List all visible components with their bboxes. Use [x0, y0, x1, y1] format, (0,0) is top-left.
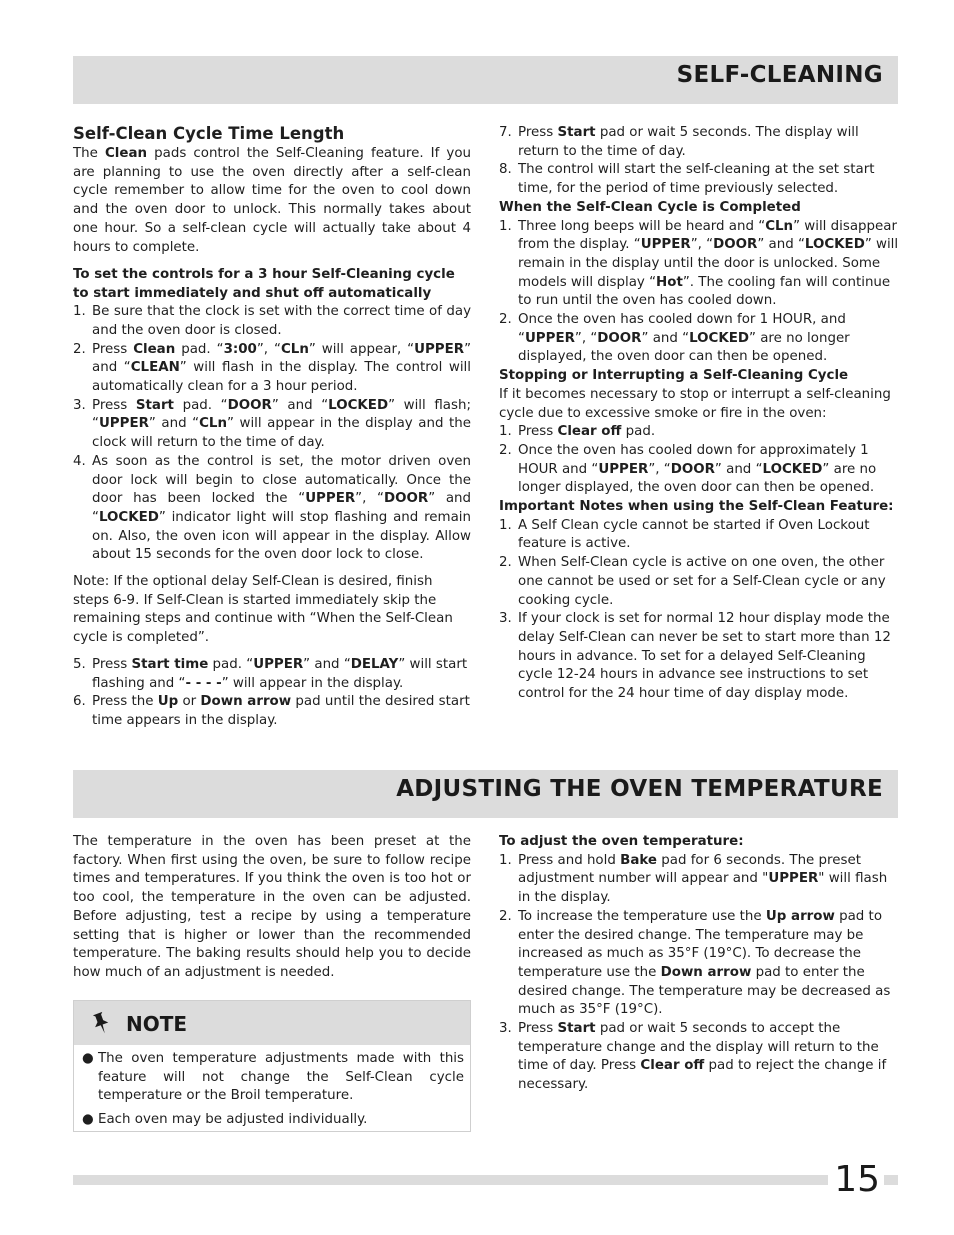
list-item	[499, 517, 899, 554]
bold-term: DOOR	[670, 461, 715, 477]
stopping-steps	[499, 423, 899, 498]
section-title: SELF-CLEANING	[676, 62, 883, 88]
footer-rule	[73, 1175, 898, 1185]
self-clean-steps-delay	[73, 656, 471, 731]
list-item-number: 1.	[499, 852, 512, 868]
self-clean-heading: Self-Clean Cycle Time Length	[73, 124, 345, 143]
bold-term: DOOR	[713, 237, 758, 253]
self-clean-right-column	[499, 124, 899, 704]
stopping-heading: Stopping or Interrupting a Self-Cleaning Cycle	[499, 368, 849, 384]
list-item	[73, 303, 471, 340]
bold-term: Hot	[656, 274, 683, 290]
list-item-number: 3.	[499, 611, 512, 627]
bold-term: DELAY	[350, 656, 399, 672]
list-item-number: 5.	[73, 656, 86, 672]
bold-term: Start	[135, 397, 174, 413]
list-item-number: 3.	[73, 397, 86, 413]
list-item	[499, 161, 899, 198]
list-item-text: Once the oven has cooled down for approximately 1 HOUR and “UPPER”, “DOOR” and “LOCKED” are no longer displayed, the oven door can then be opened.	[518, 442, 877, 496]
bold-term: CLn	[280, 341, 309, 357]
self-clean-intro: The Clean pads control the Self-Cleaning feature. If you are planning to use the oven directly after a self-clean cycle remember to allow time for the oven to cool down and the oven door to unlock. This normally takes about one hour. So a self-clean cycle will actually take about 4 hours to complete.	[73, 146, 471, 255]
section-title: ADJUSTING THE OVEN TEMPERATURE	[396, 776, 883, 802]
list-item-number: 8.	[499, 162, 512, 178]
note-body	[74, 1045, 470, 1129]
bold-term: 3:00	[223, 341, 257, 357]
bold-term: UPPER	[640, 237, 691, 253]
list-item	[499, 852, 899, 908]
note-item-text: The oven temperature adjustments made with this feature will not change the Self-Clean cycle temperature or the Broil temperature.	[98, 1051, 464, 1103]
note-header	[74, 1001, 470, 1045]
list-item-text: Press the Up or Down arrow pad until the desired start time appears in the display.	[92, 694, 470, 728]
list-item-text: When Self-Clean cycle is active on one oven, the other one cannot be used or set for a Self-Clean cycle or any cooking cycle.	[518, 555, 886, 608]
bold-term: UPPER	[98, 416, 149, 432]
list-item	[499, 311, 899, 367]
self-clean-steps	[73, 303, 471, 565]
list-item	[499, 124, 899, 161]
page-number: 15	[828, 1158, 884, 1202]
list-item	[73, 453, 471, 565]
bold-term: Start	[557, 125, 596, 140]
bold-term: LOCKED	[98, 509, 159, 525]
bold-term: LOCKED	[689, 330, 749, 346]
list-item-text: Press Start time pad. “UPPER” and “DELAY” will start flashing and “- - - -” will appear in the display.	[92, 656, 468, 691]
note-title: NOTE	[126, 1012, 188, 1036]
list-item-text: Once the oven has cooled down for 1 HOUR, and “UPPER”, “DOOR” and “LOCKED” are no longer displayed, the oven door can then be opened.	[518, 312, 850, 365]
self-clean-steps-continued	[499, 124, 899, 199]
list-item	[499, 908, 899, 1020]
list-item-text: A Self Clean cycle cannot be started if Oven Lockout feature is active.	[518, 517, 870, 552]
list-item	[499, 610, 899, 704]
list-item-number: 7.	[499, 125, 512, 140]
bold-term: LOCKED	[328, 397, 389, 413]
stopping-intro: If it becomes necessary to stop or interrupt a self-cleaning cycle due to excessive smoke or fire in the oven:	[499, 386, 891, 421]
bold-term: CLEAN	[130, 360, 180, 376]
list-item-text: Press Clean pad. “3:00”, “CLn” will appear, “UPPER” and “CLEAN” will flash in the display. The control will automatically clean for a 3 hour period.	[92, 341, 471, 395]
bold-term: LOCKED	[762, 461, 823, 477]
list-item-number: 3.	[499, 1021, 512, 1037]
self-clean-note: Note: If the optional delay Self-Clean is desired, finish steps 6-9. If Self-Clean is started immediately skip the remaining steps and continue with “When the Self-Clean cycle is completed”.	[73, 574, 453, 646]
list-item	[73, 397, 471, 453]
completed-heading: When the Self-Clean Cycle is Completed	[499, 199, 801, 215]
bold-term: Down arrow	[200, 694, 292, 710]
bold-term: Clear off	[557, 424, 622, 440]
bold-term: - - - -	[185, 675, 222, 691]
list-item	[73, 341, 471, 397]
bold-term: DOOR	[383, 491, 429, 507]
list-item-number: 1.	[499, 218, 512, 234]
bold-term: Bake	[620, 852, 657, 868]
list-item-text: Press and hold Bake pad for 6 seconds. The preset adjustment number will appear and "UPPER" will flash in the display.	[518, 852, 888, 906]
bold-term: UPPER	[305, 491, 356, 507]
section-banner-self-cleaning	[73, 56, 898, 104]
pushpin-icon	[90, 1011, 112, 1035]
adjust-steps	[499, 852, 899, 1095]
list-item-text: The control will start the self-cleaning at the set start time, for the period of time previously selected.	[518, 162, 875, 197]
bold-term: Start	[557, 1021, 596, 1037]
list-item	[73, 656, 471, 693]
note-item	[80, 1111, 464, 1130]
list-item-text: To increase the temperature use the Up arrow pad to enter the desired change. The temperature may be increased as much as 35°F (19°C). To decrease the temperature use the Down arrow pad to enter the desired change. The temperature may be decreased as much as 35°F (19°C).	[518, 908, 891, 1018]
bold-term: UPPER	[524, 330, 575, 346]
self-clean-subheading: To set the controls for a 3 hour Self-Cleaning cycle to start immediately and shut off automatically	[73, 267, 455, 302]
bold-term: DOOR	[597, 330, 642, 346]
list-item-text: As soon as the control is set, the motor driven oven door lock will begin to close automatically. Once the door has been locked the “UPPER”, “DOOR” and “LOCKED” indicator light will stop flashing and remain on. Also, the oven icon will appear in the display. Allow about 15 seconds for the oven door lock to close.	[92, 453, 472, 563]
bold-term: Clean	[133, 341, 176, 357]
list-item-number: 6.	[73, 694, 86, 710]
important-steps	[499, 517, 899, 704]
list-item-number: 2.	[499, 312, 512, 328]
bold-term: DOOR	[227, 397, 272, 413]
list-item	[499, 442, 899, 498]
list-item-number: 2.	[499, 442, 512, 458]
list-item	[499, 554, 899, 610]
bold-term: Down arrow	[660, 964, 752, 980]
bold-term: CLn	[765, 218, 794, 234]
self-clean-left-column	[73, 123, 471, 731]
list-item-text: Press Start pad. “DOOR” and “LOCKED” will flash; “UPPER” and “CLn” will appear in the display and the clock will return to the time of day.	[92, 397, 471, 451]
bold-term: Clean	[104, 146, 148, 161]
bold-term: Clear off	[640, 1058, 705, 1074]
note-item	[80, 1050, 464, 1106]
bold-term: Up arrow	[765, 908, 835, 924]
bullet-icon: ●	[82, 1051, 94, 1066]
bold-term: Start time	[131, 656, 209, 672]
list-item-text: Be sure that the clock is set with the correct time of day and the oven door is closed.	[92, 304, 471, 338]
completed-steps	[499, 218, 899, 368]
note-box	[73, 1000, 471, 1132]
list-item	[73, 693, 471, 730]
bold-term: UPPER	[598, 461, 649, 477]
list-item	[499, 218, 899, 312]
list-item	[499, 1020, 899, 1095]
note-item-text: Each oven may be adjusted individually.	[98, 1111, 368, 1127]
bold-term: UPPER	[414, 341, 465, 357]
oven-temp-right-column	[499, 833, 899, 1095]
oven-temp-intro: The temperature in the oven has been preset at the factory. When first using the oven, be sure to follow recipe times and temperatures. If you think the oven is too hot or too cool, the temperature in the oven can be adjusted. Before adjusting, test a recipe by using a temperature setting that is higher or lower than the recommended temperature. The baking results should help you to decide how much of an adjustment is needed.	[73, 834, 471, 980]
list-item-text: Press Clear off pad.	[518, 424, 656, 440]
list-item-text: Press Start pad or wait 5 seconds. The display will return to the time of day.	[518, 125, 859, 159]
list-item-text: Three long beeps will be heard and “CLn” will disappear from the display. “UPPER”, “DOOR” and “LOCKED” will remain in the display until the door is unlocked. Some models will display “Hot”. The cooling fan will continue to run until the oven has cooled down.	[518, 218, 899, 309]
list-item	[499, 423, 899, 442]
list-item-number: 2.	[499, 908, 512, 924]
important-heading: Important Notes when using the Self-Clean Feature:	[499, 499, 894, 515]
bold-term: UPPER	[768, 871, 819, 887]
bold-term: UPPER	[253, 656, 304, 672]
bold-term: Up	[157, 694, 179, 710]
list-item-text: Press Start pad or wait 5 seconds to accept the temperature change and the display will return to the time of day. Press Clear off pad to reject the change if necessary.	[518, 1021, 887, 1093]
adjust-heading: To adjust the oven temperature:	[499, 834, 744, 849]
list-item-text: If your clock is set for normal 12 hour display mode the delay Self-Clean can never be set to start more than 12 hours in advance. To set for a delayed Self-Cleaning cycle 12-24 hours in advance see instructions to set control for the 24 hour time of day display mode.	[518, 611, 891, 702]
list-item-number: 2.	[73, 341, 86, 357]
bold-term: LOCKED	[804, 237, 865, 253]
bold-term: CLn	[199, 416, 227, 432]
list-item-number: 1.	[499, 517, 512, 533]
list-item-number: 1.	[499, 424, 512, 440]
bullet-icon: ●	[82, 1111, 94, 1127]
section-banner-oven-temperature	[73, 770, 898, 818]
list-item-number: 4.	[73, 453, 86, 469]
list-item-number: 1.	[73, 304, 86, 320]
list-item-number: 2.	[499, 555, 512, 571]
